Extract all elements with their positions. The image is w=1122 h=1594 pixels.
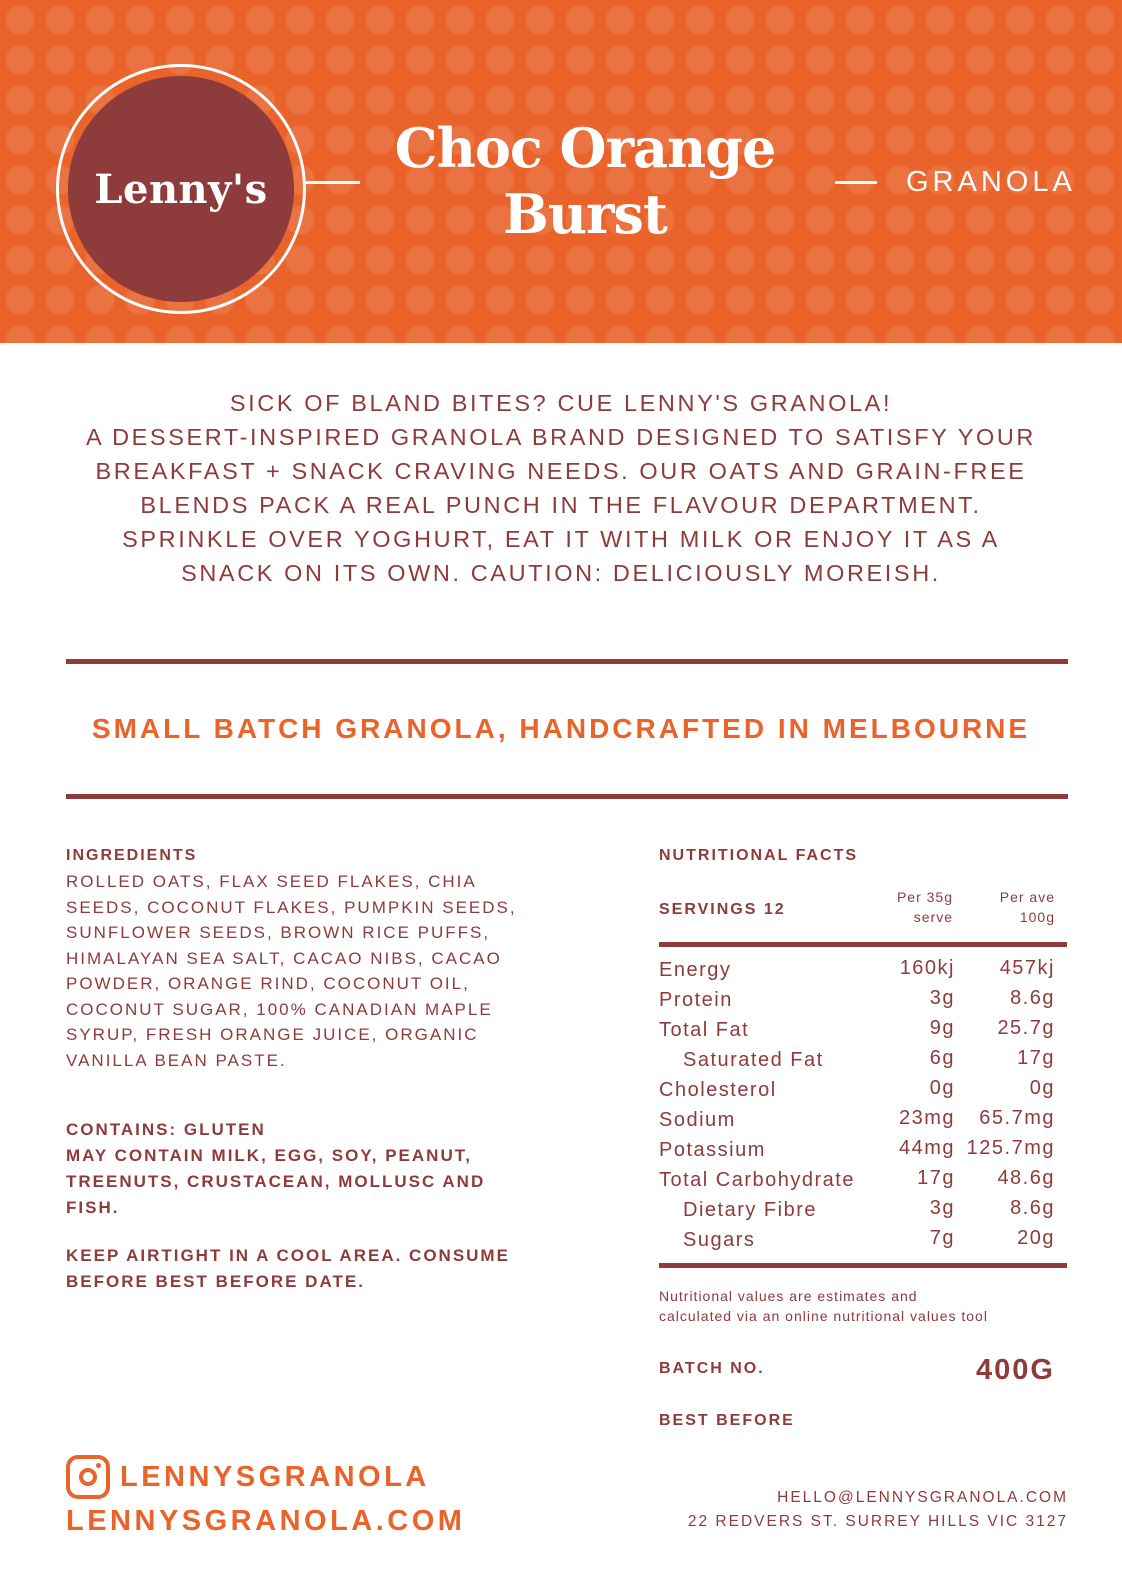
brand-name: Lenny's <box>94 165 268 213</box>
contact-info <box>688 1486 1068 1534</box>
description-line: SPRINKLE OVER YOGHURT, EAT IT WITH MILK OR ENJOY IT AS A <box>122 526 1000 552</box>
instagram-row[interactable] <box>66 1455 465 1499</box>
instagram-icon <box>66 1455 110 1499</box>
disclaimer-line: Nutritional values are estimates and <box>659 1288 918 1304</box>
description-line: SNACK ON ITS OWN. CAUTION: DELICIOUSLY MOREISH. <box>181 560 941 586</box>
ingredients-line: POWDER, ORANGE RIND, COCONUT OIL, <box>66 974 470 993</box>
nutrition-disclaimer <box>659 1286 1067 1326</box>
website-link[interactable]: LENNYSGRANOLA.COM <box>66 1505 466 1537</box>
contact-address: 22 REDVERS ST. SURREY HILLS VIC 3127 <box>687 1513 1068 1530</box>
per-serve-value: 17g <box>917 1167 955 1189</box>
per-100g-value: 20g <box>1017 1227 1055 1249</box>
ingredients-line: HIMALAYAN SEA SALT, CACAO NIBS, CACAO <box>66 948 502 968</box>
best-before-label: BEST BEFORE <box>659 1412 795 1429</box>
per-serve-value: 9g <box>929 1017 955 1039</box>
nutrition-row <box>659 957 1067 987</box>
allergen-line: TREENUTS, CRUSTACEAN, MOLLUSC AND <box>66 1172 486 1191</box>
per-100g-value: 8.6g <box>1010 987 1055 1009</box>
header-divider-left <box>306 181 360 184</box>
nutrition-title: NUTRITIONAL FACTS <box>659 847 859 864</box>
nutrition-row <box>659 1227 1067 1257</box>
per-serve-value: 0g <box>929 1077 955 1099</box>
nutrient-label: Sugars <box>683 1229 756 1251</box>
ingredients-line: SYRUP, FRESH ORANGE JUICE, ORGANIC <box>66 1025 479 1044</box>
ingredients-column <box>66 847 556 1295</box>
per-100g-header-line: Per ave <box>999 889 1055 905</box>
social-links <box>66 1455 465 1538</box>
per-serve-header-line: serve <box>913 909 953 925</box>
nutrient-label: Cholesterol <box>659 1079 777 1101</box>
brand-logo <box>68 76 294 302</box>
header-banner <box>0 0 1122 343</box>
per-100g-value: 0g <box>1029 1077 1055 1099</box>
divider-bottom <box>66 794 1068 799</box>
nutrition-panel <box>659 847 1067 1430</box>
per-serve-value: 3g <box>929 1197 955 1219</box>
per-100g-value: 25.7g <box>997 1017 1055 1039</box>
nutrient-label: Dietary Fibre <box>683 1199 817 1221</box>
ingredients-line: SUNFLOWER SEEDS, BROWN RICE PUFFS, <box>66 923 491 942</box>
product-title-line: Choc Orange <box>394 116 776 180</box>
nutrition-row <box>659 987 1067 1017</box>
nutrient-label: Protein <box>659 989 733 1011</box>
description-line: BREAKFAST + SNACK CRAVING NEEDS. OUR OATS AND GRAIN-FREE <box>95 458 1027 484</box>
per-serve-value: 44mg <box>898 1137 955 1159</box>
allergen-line: FISH. <box>66 1198 120 1217</box>
nutrition-row <box>659 1137 1067 1167</box>
per-serve-value: 3g <box>929 987 955 1009</box>
nutrition-header <box>659 887 1067 947</box>
brand-description <box>40 386 1082 590</box>
nutrient-label: Total Carbohydrate <box>659 1169 855 1191</box>
nutrition-row <box>659 1047 1067 1077</box>
ingredients-line: COCONUT SUGAR, 100% CANADIAN MAPLE <box>66 999 493 1019</box>
nutrient-label: Saturated Fat <box>683 1049 824 1071</box>
per-100g-value: 48.6g <box>997 1167 1055 1189</box>
nutrition-row <box>659 1197 1067 1227</box>
nutrition-row <box>659 1107 1067 1137</box>
ingredients-line: SEEDS, COCONUT FLAKES, PUMPKIN SEEDS, <box>66 897 517 917</box>
nutrient-label: Energy <box>659 959 732 981</box>
per-100g-value: 125.7mg <box>966 1137 1055 1159</box>
nutrition-row <box>659 1017 1067 1047</box>
per-serve-header-line: Per 35g <box>896 889 953 905</box>
header-divider-right <box>835 181 877 184</box>
description-line: SICK OF BLAND BITES? CUE LENNY'S GRANOLA! <box>229 390 893 416</box>
batch-row <box>659 1354 1067 1394</box>
per-100g-value: 8.6g <box>1010 1197 1055 1219</box>
product-title <box>370 115 800 247</box>
disclaimer-line: calculated via an online nutritional values tool <box>659 1308 988 1324</box>
nutrition-row <box>659 1077 1067 1107</box>
per-100g-value: 17g <box>1017 1047 1055 1069</box>
per-serve-value: 7g <box>929 1227 955 1249</box>
storage-info <box>66 1243 556 1295</box>
per-100g-header <box>965 887 1055 927</box>
ingredients-list <box>66 869 556 1073</box>
batch-number-label: BATCH NO. <box>659 1360 765 1377</box>
category-label: GRANOLA <box>906 166 1076 198</box>
description-line: BLENDS PACK A REAL PUNCH IN THE FLAVOUR DEPARTMENT. <box>140 492 982 518</box>
nutrient-label: Total Fat <box>659 1019 750 1041</box>
per-serve-header <box>863 887 953 927</box>
tagline: SMALL BATCH GRANOLA, HANDCRAFTED IN MELBOURNE <box>91 713 1031 744</box>
allergen-line: CONTAINS: GLUTEN <box>66 1120 266 1139</box>
nutrient-label: Sodium <box>659 1109 736 1131</box>
per-100g-header-line: 100g <box>1019 909 1055 925</box>
divider-top <box>66 659 1068 664</box>
contact-email[interactable]: HELLO@LENNYSGRANOLA.COM <box>777 1489 1068 1506</box>
ingredients-line: VANILLA BEAN PASTE. <box>66 1050 287 1070</box>
instagram-handle[interactable]: LENNYSGRANOLA <box>120 1460 430 1493</box>
per-100g-value: 65.7mg <box>979 1107 1055 1129</box>
nutrition-row <box>659 1167 1067 1197</box>
storage-line: BEFORE BEST BEFORE DATE. <box>66 1272 365 1291</box>
ingredients-line: ROLLED OATS, FLAX SEED FLAKES, CHIA <box>66 872 477 891</box>
per-serve-value: 160kj <box>899 957 955 979</box>
nutrition-table <box>659 947 1067 1268</box>
storage-line: KEEP AIRTIGHT IN A COOL AREA. CONSUME <box>66 1246 510 1265</box>
allergen-info <box>66 1117 556 1221</box>
description-line: A DESSERT-INSPIRED GRANOLA BRAND DESIGNED TO SATISFY YOUR <box>85 424 1037 450</box>
ingredients-heading: INGREDIENTS <box>66 847 198 864</box>
product-title-line: Burst <box>503 182 667 246</box>
per-100g-value: 457kj <box>999 957 1055 979</box>
servings-label: SERVINGS 12 <box>659 901 786 918</box>
allergen-line: MAY CONTAIN MILK, EGG, SOY, PEANUT, <box>66 1146 472 1165</box>
nutrient-label: Potassium <box>659 1139 766 1161</box>
per-serve-value: 6g <box>929 1047 955 1069</box>
net-weight: 400G <box>976 1354 1055 1386</box>
per-serve-value: 23mg <box>898 1107 955 1129</box>
